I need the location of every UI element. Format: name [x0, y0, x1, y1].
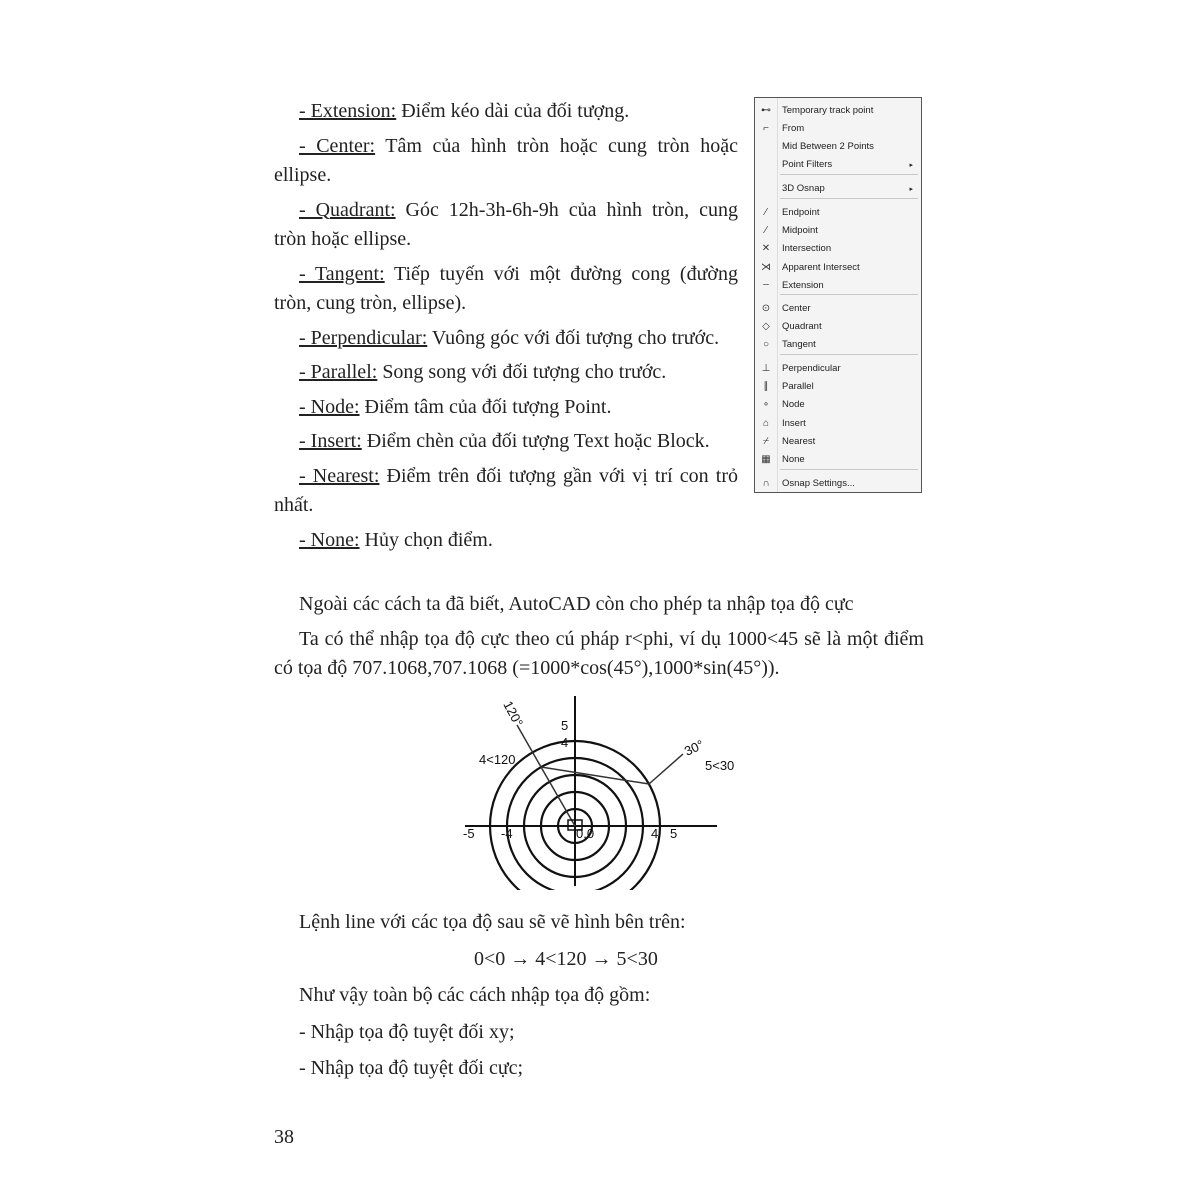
polar-intro: Ngoài các cách ta đã biết, AutoCAD còn cho phép ta nhập tọa độ cực — [299, 593, 854, 615]
menu-item-label: Center — [782, 303, 811, 314]
term-label: - Center: — [299, 134, 376, 157]
menu-item-label: Extension — [782, 280, 824, 291]
osnap-context-menu — [754, 97, 922, 493]
endpoint-icon: ⁄ — [765, 207, 767, 218]
label-y4: 4 — [561, 735, 569, 750]
term-label: - Tangent: — [299, 262, 385, 285]
menu-separator — [780, 174, 918, 175]
menu-item-label: Parallel — [782, 381, 814, 392]
term-label: - Parallel: — [299, 361, 378, 383]
menu-item-center[interactable] — [755, 300, 921, 317]
term-text: Tâm của hình tròn hoặc cung tròn hoặc ellipse. — [274, 134, 738, 186]
osnap-desc-parallel — [274, 358, 738, 388]
term-text: Góc 12h-3h-6h-9h của hình tròn, cung tròn hoặc ellipse. — [274, 198, 738, 250]
osnap-desc-perpendicular — [274, 324, 738, 354]
menu-item-none[interactable] — [755, 451, 921, 468]
menu-item-label: Osnap Settings... — [782, 478, 855, 489]
menu-separator — [780, 198, 918, 199]
label-4: 4 — [651, 826, 659, 841]
menu-item-midpoint[interactable] — [755, 222, 921, 239]
term-label: - Quadrant: — [299, 198, 396, 221]
menu-item-parallel[interactable] — [755, 378, 921, 395]
label-angle-120: 120° — [500, 698, 527, 730]
menu-item-tangent[interactable] — [755, 336, 921, 353]
extension-icon: ┄ — [762, 280, 770, 291]
none-icon: ▦ — [761, 454, 771, 465]
menu-item-temporary-track-point[interactable] — [755, 102, 921, 119]
osnap-desc-nearest — [274, 462, 738, 521]
term-text: Hủy chọn điểm. — [359, 528, 493, 551]
command-sequence: 0<0 → 4<120 → 5<30 — [474, 947, 658, 970]
menu-item-label: Midpoint — [782, 225, 818, 236]
menu-item-label: From — [782, 123, 805, 134]
apparent-intersect-icon: ⋊ — [761, 262, 771, 273]
angle-30-ray — [649, 754, 683, 784]
label-neg5: -5 — [463, 826, 475, 841]
submenu-arrow-icon: ▸ — [909, 161, 913, 169]
osnap-desc-insert — [274, 427, 738, 457]
quadrant-icon: ◇ — [762, 321, 770, 332]
osnap-desc-none — [274, 526, 738, 556]
menu-item-label: Tangent — [782, 339, 816, 350]
term-text: Tiếp tuyến với một đường cong (đường tròn, cung tròn, ellipse). — [274, 262, 738, 314]
label-point-b: 5<30 — [705, 758, 735, 773]
page-number: 38 — [274, 1126, 294, 1148]
menu-separator — [780, 354, 918, 355]
menu-item-label: 3D Osnap — [782, 183, 825, 194]
menu-item-endpoint[interactable] — [755, 204, 921, 221]
command-summary: Như vậy toàn bộ các cách nhập tọa độ gồm: — [299, 984, 651, 1006]
center-icon: ⊙ — [761, 303, 771, 314]
menu-item-3d-osnap[interactable] — [755, 180, 921, 197]
menu-item-label: Insert — [782, 418, 806, 429]
menu-item-node[interactable] — [755, 396, 921, 413]
term-text: Vuông góc với đối tượng cho trước. — [427, 326, 720, 349]
label-y5: 5 — [561, 718, 569, 733]
term-label: - None: — [299, 528, 360, 551]
menu-item-label: Endpoint — [782, 207, 820, 218]
osnap-desc-extension — [274, 97, 738, 127]
submenu-arrow-icon: ▸ — [909, 185, 913, 193]
perpendicular-icon: ⊥ — [761, 363, 771, 374]
menu-item-label: Nearest — [782, 436, 816, 447]
command-intro: Lệnh line với các tọa độ sau sẽ vẽ hình bên trên: — [299, 911, 686, 933]
term-label: - Node: — [299, 395, 360, 418]
term-text: Điểm kéo dài của đối tượng. — [396, 100, 630, 122]
parallel-icon: ∥ — [763, 381, 769, 392]
track-point-icon: ⊷ — [761, 105, 771, 116]
term-text: Điểm trên đối tượng gần với vị trí con trỏ nhất. — [274, 464, 738, 516]
nearest-icon: ⌿ — [763, 436, 769, 447]
menu-item-label: Perpendicular — [782, 363, 841, 374]
label-neg4: -4 — [501, 826, 513, 841]
menu-item-quadrant[interactable] — [755, 318, 921, 335]
menu-item-label: Apparent Intersect — [782, 262, 860, 273]
command-item-xy: - Nhập tọa độ tuyệt đối xy; — [299, 1020, 515, 1043]
line-command-section — [274, 908, 924, 1091]
insert-icon: ⌂ — [762, 418, 770, 429]
menu-item-nearest[interactable] — [755, 433, 921, 450]
term-label: - Insert: — [299, 430, 362, 452]
menu-item-label: Quadrant — [782, 321, 822, 332]
polar-paragraphs — [274, 590, 924, 689]
menu-separator — [780, 469, 918, 470]
menu-item-label: None — [782, 454, 805, 465]
label-origin: 0,0 — [576, 826, 595, 841]
osnap-desc-quadrant — [274, 196, 738, 255]
label-5: 5 — [670, 826, 678, 841]
menu-item-label: Point Filters — [782, 159, 833, 170]
menu-item-mid-between-2-points[interactable] — [755, 138, 921, 155]
polar-coordinate-diagram — [455, 690, 745, 890]
midpoint-icon: ∕ — [765, 225, 767, 236]
term-label: - Extension: — [299, 100, 397, 122]
osnap-desc-tangent — [274, 260, 738, 319]
menu-item-osnap-settings[interactable] — [755, 475, 921, 492]
menu-item-apparent-intersect[interactable] — [755, 259, 921, 276]
term-text: Song song với đối tượng cho trước. — [377, 361, 667, 383]
menu-item-label: Node — [782, 399, 805, 410]
label-angle-30: 30° — [681, 736, 707, 759]
term-text: Điểm tâm của đối tượng Point. — [359, 395, 612, 418]
term-label: - Nearest: — [299, 464, 380, 487]
menu-item-extension[interactable] — [755, 277, 921, 294]
menu-item-label: Temporary track point — [782, 105, 874, 116]
menu-item-from[interactable] — [755, 120, 921, 137]
menu-item-point-filters[interactable] — [755, 156, 921, 173]
term-label: - Perpendicular: — [299, 326, 428, 349]
tangent-icon: ○ — [762, 339, 770, 350]
osnap-desc-node — [274, 393, 738, 423]
osnap-desc-center — [274, 132, 738, 191]
intersection-icon: ✕ — [761, 243, 771, 254]
menu-item-label: Mid Between 2 Points — [782, 141, 874, 152]
menu-item-label: Intersection — [782, 243, 832, 254]
polar-syntax: Ta có thể nhập tọa độ cực theo cú pháp r<phi, ví dụ 1000<45 sẽ là một điểm có tọa độ 707.1068,707.1068 (=1000*cos(45°),1000*sin(45°)). — [274, 627, 924, 679]
menu-separator — [780, 294, 918, 295]
osnap-settings-icon: ∩ — [762, 478, 770, 489]
menu-item-intersection[interactable] — [755, 240, 921, 257]
term-text: Điểm chèn của đối tượng Text hoặc Block. — [361, 430, 710, 452]
label-point-a: 4<120 — [479, 752, 516, 767]
from-icon: ⌐ — [763, 123, 769, 134]
menu-item-perpendicular[interactable] — [755, 360, 921, 377]
menu-item-insert[interactable] — [755, 415, 921, 432]
node-icon: ∘ — [762, 399, 770, 410]
command-item-polar: - Nhập tọa độ tuyệt đối cực; — [299, 1057, 524, 1079]
line-a-to-b — [541, 767, 649, 784]
osnap-description-list — [274, 97, 738, 560]
